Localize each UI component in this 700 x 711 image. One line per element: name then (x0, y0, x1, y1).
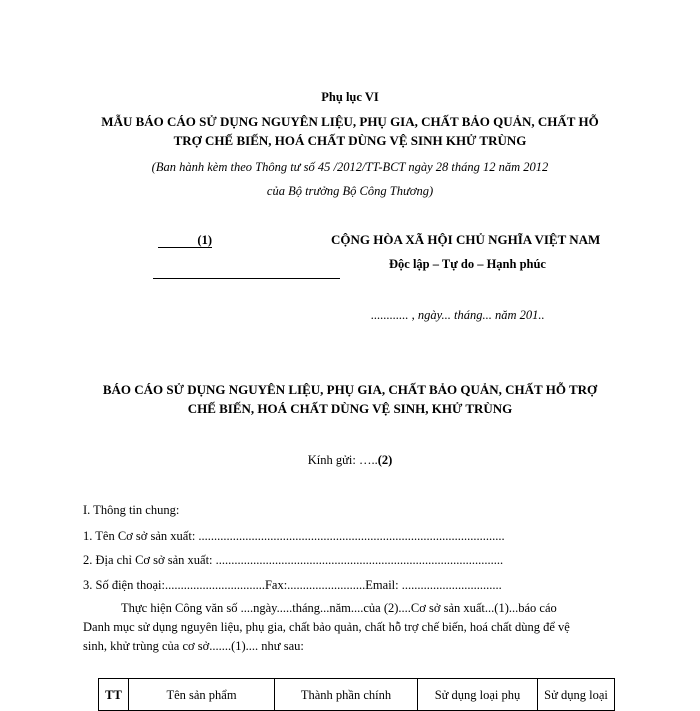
table-header-row (99, 679, 615, 711)
section-heading-general-info: I. Thông tin chung: (83, 503, 180, 517)
recipient-ref: (2) (377, 453, 393, 467)
table-header-cell: TT (99, 679, 129, 711)
paragraph-line-2: Danh mục sử dụng nguyên liệu, phụ gia, chất bảo quản, chất hỗ trợ chế biến, hoá chất dùng để vệ (83, 620, 570, 634)
issued-by-line-1: (Ban hành kèm theo Thông tư số 45 /2012/TT-BCT ngày 28 tháng 12 năm 2012 (151, 160, 549, 174)
country-name: CỘNG HÒA XÃ HỘI CHỦ NGHĨA VIỆT NAM (331, 232, 601, 247)
field-contact-info: 3. Số điện thoại:................................Fax:.........................Email: ................................ (83, 578, 502, 592)
field-facility-name: 1. Tên Cơ sở sản xuất: .................................................................................................. (83, 529, 505, 543)
form-title-line-2: TRỢ CHẾ BIẾN, HOÁ CHẤT DÙNG VỆ SINH KHỬ TRÙNG (173, 133, 527, 148)
recipient-line (0, 453, 700, 468)
place-date-line: ............ , ngày... tháng... năm 201.. (371, 308, 545, 322)
table-header-cell: Tên sản phẩm (129, 679, 275, 711)
report-title-line-2: CHẾ BIẾN, HOÁ CHẤT DÙNG VỆ SINH, KHỬ TRÙNG (187, 401, 513, 416)
paragraph-line-3: sinh, khử trùng của cơ sở.......(1).... như sau: (83, 639, 304, 653)
table-header-cell: Sử dụng loại phụ (418, 679, 538, 711)
ingredient-usage-table (98, 678, 615, 711)
paragraph-line-1: Thực hiện Công văn số ....ngày.....tháng...năm....của (2)....Cơ sở sản xuất...(1)...báo cáo (121, 601, 557, 615)
national-motto: Độc lập – Tự do – Hạnh phúc (389, 257, 546, 271)
recipient-label: Kính gửi: ….. (307, 453, 378, 467)
appendix-label: Phụ lục VI (321, 90, 379, 104)
org-name-underline (153, 278, 340, 279)
report-title-line-1: BÁO CÁO SỬ DỤNG NGUYÊN LIỆU, PHỤ GIA, CHẤT BẢO QUẢN, CHẤT HỖ TRỢ (102, 382, 598, 397)
form-title-line-1: MẪU BÁO CÁO SỬ DỤNG NGUYÊN LIỆU, PHỤ GIA, CHẤT BẢO QUẢN, CHẤT HỖ (101, 114, 599, 129)
field-facility-address: 2. Địa chỉ Cơ sở sản xuất: ............................................................................................ (83, 553, 504, 567)
table-header-cell: Sử dụng loại (538, 679, 615, 711)
org-name-placeholder: (1) (158, 233, 212, 248)
table-header-cell: Thành phần chính (275, 679, 418, 711)
issued-by-line-2: của Bộ trưởng Bộ Công Thương) (266, 184, 434, 198)
